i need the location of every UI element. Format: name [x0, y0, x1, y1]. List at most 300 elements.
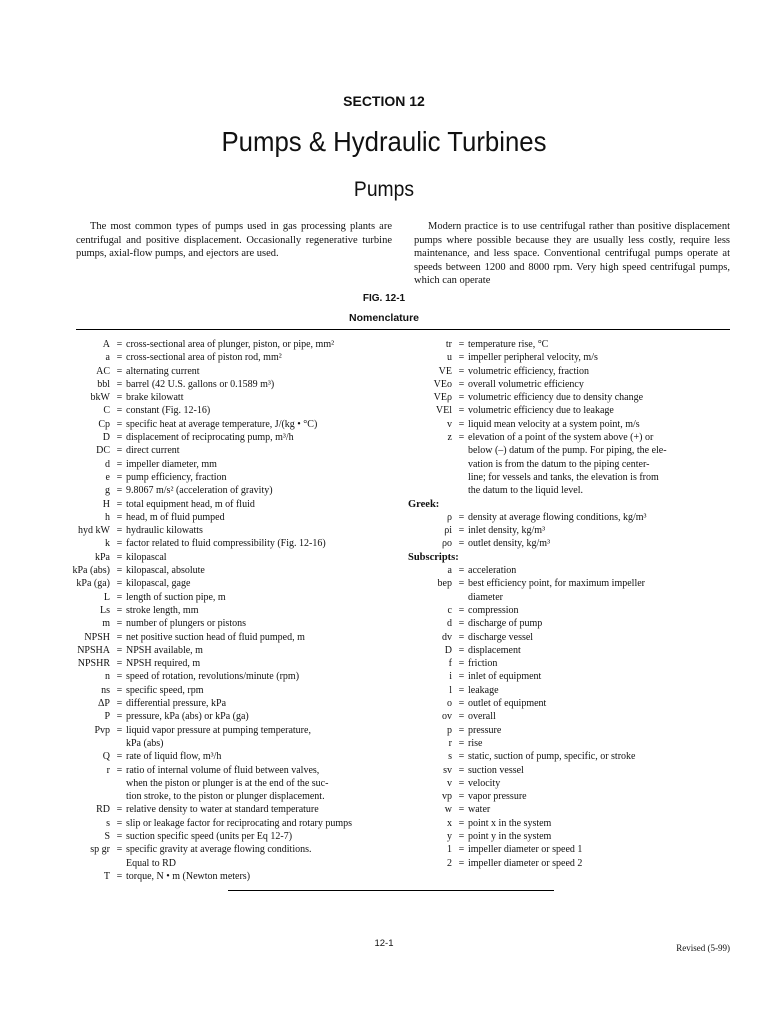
definition: NPSH required, m [126, 658, 201, 670]
nomenclature-row [60, 431, 410, 444]
equals-sign: = [458, 352, 465, 364]
nomenclature-row [408, 697, 738, 710]
symbol: AC [96, 365, 110, 377]
nomenclature-row [408, 431, 738, 444]
symbol: VEo [433, 378, 452, 390]
equals-sign: = [116, 724, 123, 736]
divider-bottom [228, 890, 554, 891]
equals-sign: = [458, 804, 465, 816]
nomenclature-row [408, 684, 738, 697]
symbol: a [447, 565, 452, 577]
symbol: VEl [435, 405, 452, 417]
nomenclature-row [408, 511, 738, 524]
equals-sign: = [116, 644, 123, 656]
equals-sign: = [458, 392, 465, 404]
nomenclature-row [60, 471, 410, 484]
definition: liquid vapor pressure at pumping temperature, [126, 724, 311, 736]
definition: impeller diameter or speed 2 [468, 857, 583, 869]
symbol: v [447, 418, 452, 430]
symbol: w [444, 804, 452, 816]
definition: tion stroke, to the piston or plunger displacement. [126, 791, 325, 803]
definition: impeller peripheral velocity, m/s [468, 352, 598, 364]
definition: leakage [468, 684, 499, 696]
equals-sign: = [116, 458, 123, 470]
nomenclature-row [60, 817, 410, 830]
equals-sign: = [116, 392, 123, 404]
section-heading: SECTION 12 [343, 93, 425, 109]
equals-sign: = [458, 817, 465, 829]
definition: vation is from the datum to the piping center- [468, 458, 650, 470]
nomenclature-row [408, 617, 738, 630]
symbol: s [106, 817, 110, 829]
equals-sign: = [116, 844, 123, 856]
definition: pressure, kPa (abs) or kPa (ga) [126, 711, 249, 723]
nomenclature-row [408, 537, 738, 550]
symbol: u [447, 352, 452, 364]
nomenclature-left-column [60, 338, 410, 883]
symbol: kPa (abs) [72, 565, 110, 577]
definition: hydraulic kilowatts [126, 525, 203, 537]
definition: impeller diameter or speed 1 [468, 844, 583, 856]
nomenclature-row [408, 790, 738, 803]
nomenclature-row [60, 710, 410, 723]
nomenclature-row [60, 737, 410, 750]
symbol: Q [102, 751, 110, 763]
equals-sign: = [458, 764, 465, 776]
definition: volumetric efficiency due to density change [468, 392, 644, 404]
nomenclature-row [60, 631, 410, 644]
definition: rate of liquid flow, m³/h [126, 751, 222, 763]
nomenclature-row [60, 843, 410, 856]
equals-sign: = [116, 471, 123, 483]
nomenclature-row [408, 484, 738, 497]
definition: net positive suction head of fluid pumped, m [126, 631, 305, 643]
definition: overall volumetric efficiency [468, 378, 584, 390]
symbol: dv [442, 631, 452, 643]
definition: the datum to the liquid level. [468, 485, 583, 497]
definition: below (–) datum of the pump. For piping, the ele- [468, 445, 667, 457]
equals-sign: = [116, 631, 123, 643]
equals-sign: = [458, 644, 465, 656]
nomenclature-row [60, 537, 410, 550]
nomenclature-row [408, 418, 738, 431]
definition: acceleration [468, 565, 517, 577]
symbol: Cp [98, 418, 110, 430]
definition: inlet density, kg/m³ [468, 525, 546, 537]
symbol: m [102, 618, 110, 630]
equals-sign: = [458, 698, 465, 710]
nomenclature-row [408, 604, 738, 617]
symbol: z [447, 432, 452, 444]
definition: displacement [468, 644, 521, 656]
equals-sign: = [458, 365, 465, 377]
equals-sign: = [458, 658, 465, 670]
equals-sign: = [458, 578, 465, 590]
symbol: VEρ [433, 392, 452, 404]
nomenclature-row [408, 458, 738, 471]
definition: volumetric efficiency due to leakage [468, 405, 614, 417]
definition: when the piston or plunger is at the end of the suc- [126, 777, 329, 789]
symbol: T [103, 870, 110, 882]
definition: diameter [468, 591, 503, 603]
symbol: DC [96, 445, 110, 457]
equals-sign: = [116, 418, 123, 430]
definition: temperature rise, °C [468, 339, 549, 350]
equals-sign: = [116, 684, 123, 696]
nomenclature-row [60, 351, 410, 364]
symbol: ov [442, 711, 452, 723]
nomenclature-row [60, 365, 410, 378]
symbol: Ls [100, 604, 110, 616]
definition: alternating current [126, 365, 200, 377]
page-subtitle: Pumps [353, 178, 415, 201]
equals-sign: = [458, 418, 465, 430]
symbol: kPa [95, 551, 110, 563]
symbol: hyd kW [78, 525, 110, 537]
definition: length of suction pipe, m [126, 591, 226, 603]
definition: best efficiency point, for maximum impeller [468, 578, 645, 590]
equals-sign: = [116, 511, 123, 523]
symbol: d [105, 458, 110, 470]
equals-sign: = [458, 432, 465, 444]
symbol: y [447, 830, 452, 842]
equals-sign: = [116, 352, 123, 364]
definition: discharge of pump [468, 618, 543, 630]
equals-sign: = [116, 445, 123, 457]
nomenclature-row [408, 444, 738, 457]
equals-sign: = [458, 525, 465, 537]
nomenclature-right-column [408, 338, 738, 870]
equals-sign: = [116, 578, 123, 590]
nomenclature-row [60, 551, 410, 564]
equals-sign: = [116, 751, 123, 763]
equals-sign: = [116, 339, 123, 350]
symbol: g [105, 485, 110, 497]
symbol: k [105, 538, 110, 550]
symbol: Pvp [94, 724, 110, 736]
nomenclature-row [60, 564, 410, 577]
definition: friction [468, 658, 498, 670]
symbol: ρi [444, 525, 452, 537]
symbol: 1 [447, 844, 452, 856]
nomenclature-row [408, 471, 738, 484]
symbol: r [448, 737, 452, 749]
equals-sign: = [116, 671, 123, 683]
nomenclature-row [408, 777, 738, 790]
equals-sign: = [116, 830, 123, 842]
symbol: S [104, 830, 110, 842]
nomenclature-row [60, 591, 410, 604]
nomenclature-row [60, 604, 410, 617]
nomenclature-row [60, 444, 410, 457]
nomenclature-row [60, 404, 410, 417]
definition: head, m of fluid pumped [126, 511, 225, 523]
symbol: C [103, 405, 110, 417]
equals-sign: = [116, 604, 123, 616]
page-title: Pumps & Hydraulic Turbines [221, 126, 547, 157]
nomenclature-row [60, 724, 410, 737]
figure-title: Nomenclature [348, 312, 420, 324]
symbol: ρo [442, 538, 452, 550]
nomenclature-row [408, 724, 738, 737]
definition: specific gravity at average flowing conditions. [126, 844, 312, 856]
symbol: o [447, 698, 452, 710]
symbol: 2 [447, 857, 452, 869]
symbol: L [103, 591, 110, 603]
greek-heading: Greek: [408, 498, 440, 510]
definition: pump efficiency, fraction [126, 471, 227, 483]
definition: cross-sectional area of plunger, piston, or pipe, mm² [126, 339, 335, 350]
definition: stroke length, mm [126, 604, 199, 616]
nomenclature-row [60, 644, 410, 657]
definition: kilopascal, gage [126, 578, 191, 590]
symbol: D [444, 644, 452, 656]
nomenclature-row [408, 391, 738, 404]
equals-sign: = [116, 551, 123, 563]
nomenclature-row [408, 365, 738, 378]
nomenclature-row [60, 338, 410, 351]
symbol: l [449, 684, 452, 696]
definition: torque, N • m (Newton meters) [126, 870, 251, 882]
symbol: sp gr [90, 844, 110, 856]
divider-top [76, 329, 730, 330]
equals-sign: = [116, 432, 123, 444]
nomenclature-row [60, 790, 410, 803]
equals-sign: = [458, 791, 465, 803]
definition: discharge vessel [468, 631, 534, 643]
symbol: i [449, 671, 452, 683]
symbol: H [102, 498, 110, 510]
nomenclature-row [408, 764, 738, 777]
symbol: d [447, 618, 452, 630]
nomenclature-row [408, 817, 738, 830]
nomenclature-row [408, 830, 738, 843]
symbol: ns [101, 684, 110, 696]
equals-sign: = [116, 565, 123, 577]
nomenclature-row [60, 511, 410, 524]
intro-paragraph-right: Modern practice is to use centrifugal rather than positive displacement pumps where possible because they are usually less costly, require less maintenance, and less space. Conventional centrifugal pumps operate at speeds between 1200 and 8000 rpm. Very high speed centrifugal pumps, which can operate [414, 221, 730, 286]
nomenclature-row [60, 391, 410, 404]
symbol: f [448, 658, 452, 670]
equals-sign: = [116, 485, 123, 497]
definition: NPSH available, m [126, 644, 203, 656]
definition: static, suction of pump, specific, or stroke [468, 751, 636, 763]
equals-sign: = [116, 498, 123, 510]
nomenclature-row [60, 498, 410, 511]
definition: barrel (42 U.S. gallons or 0.1589 m³) [126, 378, 275, 390]
symbol: bkW [90, 392, 110, 404]
equals-sign: = [116, 538, 123, 550]
nomenclature-row [60, 830, 410, 843]
definition: constant (Fig. 12-16) [126, 405, 211, 417]
symbol: s [448, 751, 452, 763]
nomenclature-row [408, 737, 738, 750]
nomenclature-row [60, 657, 410, 670]
symbol: NPSHR [77, 658, 110, 670]
equals-sign: = [116, 405, 123, 417]
symbol: sv [443, 764, 452, 776]
symbol: c [447, 604, 452, 616]
definition: kilopascal [126, 551, 167, 563]
definition: elevation of a point of the system above (+) or [468, 432, 654, 444]
nomenclature-row [408, 857, 738, 870]
definition: outlet of equipment [468, 698, 547, 710]
equals-sign: = [458, 751, 465, 763]
nomenclature-row [60, 617, 410, 630]
definition: Equal to RD [126, 857, 176, 869]
definition: rise [468, 737, 483, 749]
nomenclature-row [60, 418, 410, 431]
symbol: tr [445, 339, 452, 350]
page-number: 12-1 [374, 938, 394, 949]
definition: pressure [468, 724, 502, 736]
symbol: ΔP [98, 698, 110, 710]
nomenclature-row [60, 870, 410, 883]
equals-sign: = [116, 698, 123, 710]
nomenclature-row [60, 524, 410, 537]
equals-sign: = [458, 737, 465, 749]
symbol: n [105, 671, 110, 683]
symbol: NPSH [84, 631, 110, 643]
nomenclature-row [408, 564, 738, 577]
symbol: ρ [447, 511, 452, 523]
symbol: v [447, 777, 452, 789]
definition: relative density to water at standard temperature [126, 804, 319, 816]
symbol: a [105, 352, 110, 364]
definition: inlet of equipment [468, 671, 542, 683]
definition: volumetric efficiency, fraction [468, 365, 590, 377]
nomenclature-row [60, 764, 410, 777]
symbol: bep [437, 578, 452, 590]
symbol: NPSHA [77, 644, 110, 656]
nomenclature-row [60, 857, 410, 870]
equals-sign: = [458, 618, 465, 630]
equals-sign: = [458, 631, 465, 643]
equals-sign: = [458, 830, 465, 842]
definition: kilopascal, absolute [126, 565, 205, 577]
nomenclature-row [60, 484, 410, 497]
nomenclature-row [60, 803, 410, 816]
definition: density at average flowing conditions, kg/m³ [468, 511, 647, 523]
definition: water [468, 804, 491, 816]
nomenclature-row [408, 591, 738, 604]
equals-sign: = [116, 817, 123, 829]
definition: speed of rotation, revolutions/minute (rpm) [126, 671, 300, 683]
nomenclature-row [408, 351, 738, 364]
equals-sign: = [116, 711, 123, 723]
nomenclature-row [60, 684, 410, 697]
symbol: vp [442, 791, 452, 803]
nomenclature-row [60, 378, 410, 391]
definition: differential pressure, kPa [126, 698, 227, 710]
nomenclature-row [408, 577, 738, 590]
definition: point x in the system [468, 817, 552, 829]
definition: overall [468, 711, 496, 723]
definition: suction specific speed (units per Eq 12-7) [126, 830, 293, 842]
intro-paragraph-left: The most common types of pumps used in gas processing plants are centrifugal and positive displacement. Occasionally regenerative turbine pumps, axial-flow pumps, and ejectors are used. [76, 221, 392, 259]
equals-sign: = [458, 538, 465, 550]
equals-sign: = [458, 777, 465, 789]
nomenclature-row [408, 750, 738, 763]
nomenclature-row [60, 670, 410, 683]
definition: cross-sectional area of piston rod, mm² [126, 352, 282, 364]
definition: 9.8067 m/s² (acceleration of gravity) [126, 485, 273, 497]
symbol: p [447, 724, 452, 736]
definition: brake kilowatt [126, 392, 184, 404]
nomenclature-row [408, 644, 738, 657]
definition: direct current [126, 445, 180, 457]
definition: vapor pressure [468, 791, 527, 803]
equals-sign: = [458, 565, 465, 577]
equals-sign: = [458, 844, 465, 856]
definition: velocity [468, 777, 501, 789]
nomenclature-row [408, 338, 738, 351]
equals-sign: = [116, 804, 123, 816]
equals-sign: = [116, 870, 123, 882]
equals-sign: = [458, 405, 465, 417]
subscripts-heading: Subscripts: [408, 551, 459, 563]
nomenclature-row [408, 657, 738, 670]
symbol: kPa (ga) [76, 578, 110, 590]
nomenclature-row [408, 670, 738, 683]
nomenclature-row [60, 577, 410, 590]
definition: displacement of reciprocating pump, m³/h [126, 432, 294, 444]
figure-label: FIG. 12-1 [362, 293, 406, 304]
definition: total equipment head, m of fluid [126, 498, 255, 510]
equals-sign: = [458, 339, 465, 350]
definition: ratio of internal volume of fluid between valves, [126, 764, 320, 776]
nomenclature-row [408, 404, 738, 417]
equals-sign: = [116, 618, 123, 630]
symbol: VE [438, 365, 452, 377]
equals-sign: = [116, 525, 123, 537]
definition: outlet density, kg/m³ [468, 538, 551, 550]
definition: number of plungers or pistons [126, 618, 246, 630]
equals-sign: = [116, 764, 123, 776]
nomenclature-row [408, 843, 738, 856]
symbol: r [106, 764, 110, 776]
equals-sign: = [458, 711, 465, 723]
definition: suction vessel [468, 764, 524, 776]
symbol: D [102, 432, 110, 444]
definition: kPa (abs) [126, 737, 164, 749]
nomenclature-row [408, 378, 738, 391]
definition: slip or leakage factor for reciprocating and rotary pumps [126, 817, 353, 829]
equals-sign: = [458, 604, 465, 616]
symbol: bbl [97, 378, 110, 390]
nomenclature-row [408, 710, 738, 723]
definition: point y in the system [468, 830, 552, 842]
definition: specific speed, rpm [126, 684, 204, 696]
equals-sign: = [116, 591, 123, 603]
equals-sign: = [458, 684, 465, 696]
nomenclature-row [60, 458, 410, 471]
symbol: RD [96, 804, 110, 816]
equals-sign: = [116, 365, 123, 377]
definition: factor related to fluid compressibility (Fig. 12-16) [126, 538, 326, 550]
nomenclature-row [60, 777, 410, 790]
symbol: A [102, 339, 110, 350]
symbol: P [104, 711, 110, 723]
symbol: h [105, 511, 110, 523]
nomenclature-row [60, 750, 410, 763]
nomenclature-row [408, 803, 738, 816]
equals-sign: = [458, 378, 465, 390]
definition: impeller diameter, mm [126, 458, 217, 470]
equals-sign: = [458, 511, 465, 523]
equals-sign: = [116, 378, 123, 390]
equals-sign: = [116, 658, 123, 670]
